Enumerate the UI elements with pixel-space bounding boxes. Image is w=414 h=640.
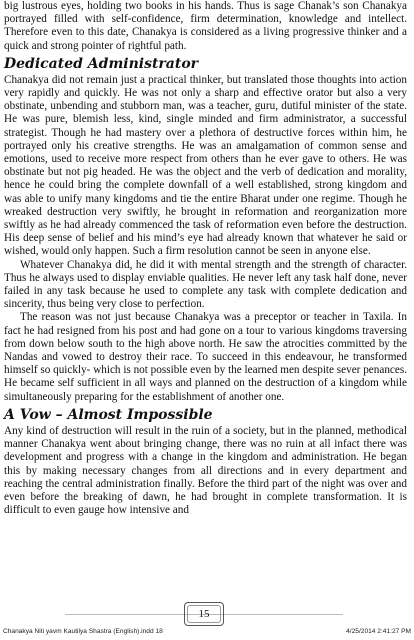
heading-dedicated-administrator: Dedicated Administrator xyxy=(4,55,199,72)
paragraph-vow-1: Any kind of destruction will result in the ruin of a society, but in the planned, methodical manner Chanakya went about bringing change, there was no ruin at all infact there was development and progress with a change in the kingdom and administration. He began this by making necessary changes from all directions and in every department and reaching the central administration finally. Before the third part of the night was over and even before the breaking of dawn, he had brought in complete transformation. It is difficult to even gauge how intensive and xyxy=(4,424,407,517)
paragraph-intro: big lustrous eyes, holding two books in his hands. Thus is sage Chanak’s son Chanakya portrayed filled with self-confidence, firm determination, knowledge and intellect. Therefore even to this date, Chanakya is considered as a living progressive thinker and a quick and strong pointer of rightful path. xyxy=(4,0,407,52)
paragraph-dedicated-2: Whatever Chanakya did, he did it with mental strength and the strength of character. Thus he always used to display enviable qualities. He never left any task half done, never failed in any task because he used to complete any task with complete dedication and sincerity, thus being very close to perfection. xyxy=(4,258,407,311)
paragraph-dedicated-3: The reason was not just because Chanakya was a preceptor or teacher in Taxila. In fact he had resigned from his post and had gone on a tour to various kingdoms traversing from down below south to the high above north. He saw the atrocities committed by the Nandas and vowed to destroy their race. To succeed in this endeavour, he transformed himself so quickly- which is not possible even by the learned men despite sever penances. He became self sufficient in all ways and planned on the destruction of a kingdom while simultaneously preparing for the establishment of another one. xyxy=(4,311,407,403)
footer-timestamp: 4/25/2014 2:41:27 PM xyxy=(346,628,411,635)
heading-vow: A Vow – Almost Impossible xyxy=(4,406,213,423)
footer-file-name: Chanakya Niti yavm Kautilya Shastra (English).indd 18 xyxy=(3,628,163,635)
page-body xyxy=(4,0,407,517)
page-number: 15 xyxy=(184,602,224,626)
print-footer xyxy=(3,628,411,635)
paragraph-dedicated-1: Chanakya did not remain just a practical thinker, but translated those thoughts into action very rapidly and quickly. He was not only a sharp and effective orator but also a very obstinate, unbending and stubborn man, was a teacher, guru, dutiful minister of the state. He was pure, blemish less, kind, single minded and firm administrator, a successful strategist. Though he had mastery over a plethora of destructive forces within him, he portrayed only his creative strengths. He was an amalgamation of common sense and emotions, used to receive more respect from others than he ever gave to others. He was obstinate but not pig headed. He was the object and the verb of dedication and morality, hence he could bring the complete downfall of a well established, strong kingdom and was able to unify many kingdoms and tie the entire Bharat under one regime. Though he wreaked destruction very swiftly, he brought in reformation and reorganization more swiftly as he had already commenced the task of reformation even before the destruction. His deep sense of belief and his mind’s eye had already known that whatever he said or wished, would only happen. Such a firm resolution cannot be seen in anyone else. xyxy=(4,73,407,258)
